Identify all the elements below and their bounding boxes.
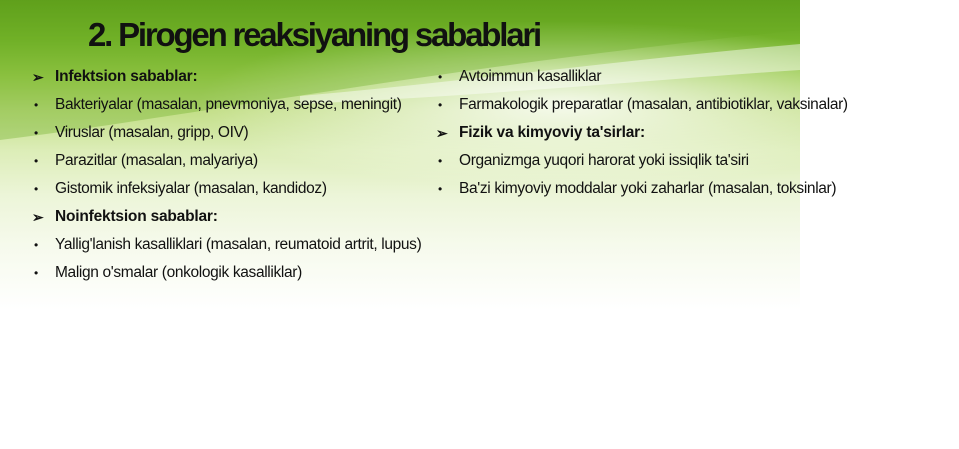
list-item xyxy=(436,94,959,116)
dot-bullet-icon: • xyxy=(34,266,38,280)
list-item xyxy=(32,122,424,144)
list-item xyxy=(32,94,424,116)
list-item xyxy=(32,150,424,172)
dot-bullet-icon: • xyxy=(438,154,442,168)
dot-bullet-icon: • xyxy=(438,70,442,84)
left-column-list xyxy=(32,66,424,290)
list-heading xyxy=(436,122,800,144)
list-item xyxy=(32,178,424,200)
list-item xyxy=(32,262,424,284)
dot-bullet-icon: • xyxy=(34,238,38,252)
dot-bullet-icon: • xyxy=(34,126,38,140)
right-column-list xyxy=(436,66,848,206)
dot-bullet-icon: • xyxy=(438,98,442,112)
list-item-text: Yallig'lanish kasalliklari (masalan, reumatoid artrit, lupus) xyxy=(55,236,422,253)
arrow-bullet-icon: ➢ xyxy=(32,69,44,85)
list-heading-text: Infektsion sabablar: xyxy=(55,68,198,85)
arrow-bullet-icon: ➢ xyxy=(436,125,448,141)
list-item xyxy=(436,178,959,200)
list-item-text: Bakteriyalar (masalan, pnevmoniya, sepse, meningit) xyxy=(55,96,402,113)
dot-bullet-icon: • xyxy=(34,98,38,112)
dot-bullet-icon: • xyxy=(34,154,38,168)
dot-bullet-icon: • xyxy=(438,182,442,196)
list-item xyxy=(32,234,424,256)
list-heading xyxy=(32,206,424,228)
list-item-text: Parazitlar (masalan, malyariya) xyxy=(55,152,258,169)
list-item-text: Ba'zi kimyoviy moddalar yoki zaharlar (masalan, toksinlar) xyxy=(459,180,837,197)
list-item-text: Malign o'smalar (onkologik kasalliklar) xyxy=(55,264,302,281)
list-heading-text: Noinfektsion sabablar: xyxy=(55,208,218,225)
arrow-bullet-icon: ➢ xyxy=(32,209,44,225)
list-item-text: Gistomik infeksiyalar (masalan, kandidoz) xyxy=(55,180,327,197)
list-item-text: Farmakologik preparatlar (masalan, antibiotiklar, vaksinalar) xyxy=(459,96,848,113)
list-item-text: Viruslar (masalan, gripp, OIV) xyxy=(55,124,249,141)
list-heading-text: Fizik va kimyoviy ta'sirlar: xyxy=(459,124,645,141)
list-item-text: Organizmga yuqori harorat yoki issiqlik ta'siri xyxy=(459,152,749,169)
list-item-text: Avtoimmun kasalliklar xyxy=(459,68,602,85)
dot-bullet-icon: • xyxy=(34,182,38,196)
list-item xyxy=(436,150,800,172)
slide-title: 2. Pirogen reaksiyaning sabablari xyxy=(88,16,540,53)
list-item xyxy=(436,66,800,88)
list-heading xyxy=(32,66,424,88)
